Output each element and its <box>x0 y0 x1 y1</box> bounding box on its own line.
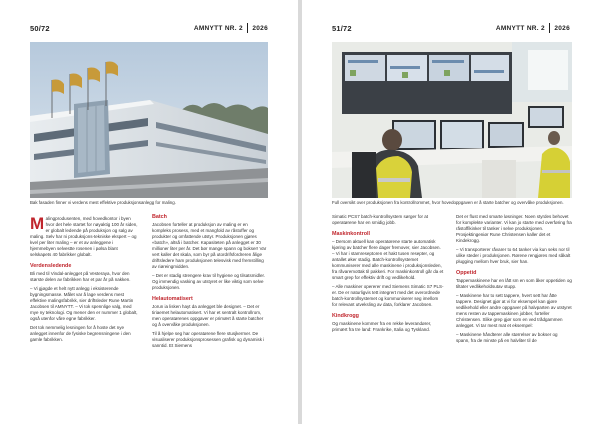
paragraph: – Vi gjøgde et helt nytt anlegg i eksisterende bygningsmasse. Målet var å lage verdens mest effektive malingsfabrikk, sier driftsleder Rune Martin Jacobsen til AMNYTT. – Vi tok spennlige valg, med mye ny teknologi. Og mener den er nummer 1 globalt, også utenfor våre egne fabrikker. <box>30 286 138 321</box>
paragraph: – Det er stadig strengere krav til hygiene og tilsatsmidler. Og immendig vasking av utstyret er like viktig som selve produksjonen. <box>152 273 266 290</box>
paragraph: Jorun ia lisken hayt da anlegget ble designet. – Det er tiriaemet helautomatisert. Vi har et sentralt kontrollrom, men operatørenes oppgaver er primært å starte batcher og å overvåke produksjonen. <box>152 304 264 327</box>
left-page-header <box>30 22 268 34</box>
section-heading: Verdensledende <box>30 263 72 269</box>
paragraph: – Vi transporterer råvarer to 64 tanker via kun seks nor til ulike steder i produksjonen. Rørene rengjøres med såkalt plugging mellom hver bruk, sier han. <box>456 247 571 264</box>
section-heading: Batch <box>152 214 167 220</box>
paragraph: Tappemaskinene har en lått sm en som åker oppetiden og tiltater vedlikeholdsutav stupp. <box>456 278 572 289</box>
left-column-2 <box>152 214 268 352</box>
section-heading: Kindkrogg <box>332 313 359 319</box>
paragraph: – Alle maskiner opererer med Siemens Simatic S7 PLS-er. De er naturligvis tett integrert med det overordnede batch-kontrollsystemet og kommuniserer seg imellom for relevant utveksling av data, forklarer Jacobsen. <box>332 284 444 307</box>
page-number: 50/72 <box>30 23 50 33</box>
control-room-photo <box>332 42 572 198</box>
magazine-issue <box>194 23 268 33</box>
magazine-title: AMNYTT NR. 2 <box>193 24 243 32</box>
magazine-year: 2026 <box>554 24 570 32</box>
factory-photo <box>30 42 268 198</box>
intro-paragraph <box>30 213 140 258</box>
intro-text: alingprodusenten, med hovedkontor i byen hvor det hele startet for nøyaktig 100 år siden, er globalt ledende på produksjon og salg av maling. Selv har ni produksjons-tekniske ekspert – og kvel per liter maling – er et av anleggene i hjemmebyen selvestte rosenen i pølsa blant selskapets 40 fabrikker globalt. <box>30 216 138 257</box>
factory-building-image <box>30 42 268 198</box>
paragraph: Til å hjelpe seg har operatørene flere stusjkermer. De visualiserer produksjonsprosessen grafisk og dynamisk i sanntid. Et Siemens <box>152 331 265 348</box>
paragraph: Og maskinene kommer fra en rekke leverandører, primært fra tre land: Frankrike, Italia og Tyskland. <box>332 321 432 332</box>
section-heading: Oppetid <box>456 270 477 276</box>
page-number: 51/72 <box>332 23 352 33</box>
left-column-1 <box>30 213 140 346</box>
right-photo-caption: Full oversikt over produksjonen fra kontrollrommet, hvor hovedoppgaven er å starte batcher og overvåke produksjonen. <box>332 200 564 205</box>
control-room-image <box>332 42 572 198</box>
header-divider <box>549 23 550 33</box>
paragraph: – Maskinene håndterer alle størrelser av bokser og spann, fra de minste på en halvliter til de <box>456 332 558 343</box>
magazine-year: 2026 <box>252 24 268 32</box>
paragraph: Bli med til Vindal-anlegget på Vesteraya, hvor den største delen av fabrikken har et par år på nakken. <box>30 271 131 282</box>
right-column-1 <box>332 214 444 336</box>
right-page-header <box>332 22 570 34</box>
left-photo-caption: Bak fasaden finner vi verdens mest effektive produksjonsanlegg for maling. <box>30 200 176 205</box>
paragraph: Det er flust med smarte løsninger. Noen styrdes behovet for komplekte varianter. Vi kan jo starte med overføring fra råstoffikinker til tanker i selve produksjonen. Prosjektingeniør Rune Christensen kaller det et Kindekrogg. <box>456 214 572 243</box>
paragraph: Jacobsen forteller at produksjon av maling er en kompleks prosess, med et mangfold av råstoffer og produkter og omfattende utstyr. Produksjonen gjøres «batch», altså i batcher. Kapasiteten på anlegget er 30 millioner liter per år. Det bør mange spann og bokser! Var vert kaller det skala, som byr på utordrifsfordreren ålige driftsledere ham produksjonen telesvisk med fremstilling av riøreingmidden. <box>152 222 267 269</box>
paragraph: Simatic PCS7 batch-kontrollsystem sørger for at operatørene har en smidig jobb. <box>332 214 429 225</box>
magazine-title: AMNYTT NR. 2 <box>495 24 545 32</box>
magazine-issue <box>496 23 570 33</box>
drop-cap: M <box>30 213 45 233</box>
right-page <box>302 0 600 424</box>
paragraph: – Maskinene har to sett tappere, hvert sett har åtte tappere. Designet gjør at vi for eksempel kan gjøre vedlikehold eller andre oppgaver på halvparten av utstyret mens resten av tappemaskinen jobber, forteller Christensen. Slike grep gjør som en ved trådgammen anlegget. Vi tar mest mat et eksempel: <box>456 293 572 328</box>
paragraph: Det tok nemmelig lesningen for å hoste det nye anlegget innenfor de fysiske begrensningene i den gamle fabrikken. <box>30 325 131 342</box>
paragraph: – Dersom aktuell kan operatørene starte automatisk kjøring av batcher flere dager fremover, sier Jacobsen. – Vi har i stamreseptoren et hakt tusen resepter, og antallet øker stadig. Batch-kontrollsystemet kommuniserer med alle maskinene i produksjonsleden, fra råvaremottak til pakkeri. For maskinkontroll går da et smart grep for effektiv drift og vedlikehold. <box>332 239 444 280</box>
header-divider <box>247 23 248 33</box>
right-column-2 <box>456 214 572 347</box>
section-heading: Helautomatisert <box>152 296 193 302</box>
left-page <box>0 0 298 424</box>
section-heading: Maskinkontroll <box>332 231 371 237</box>
